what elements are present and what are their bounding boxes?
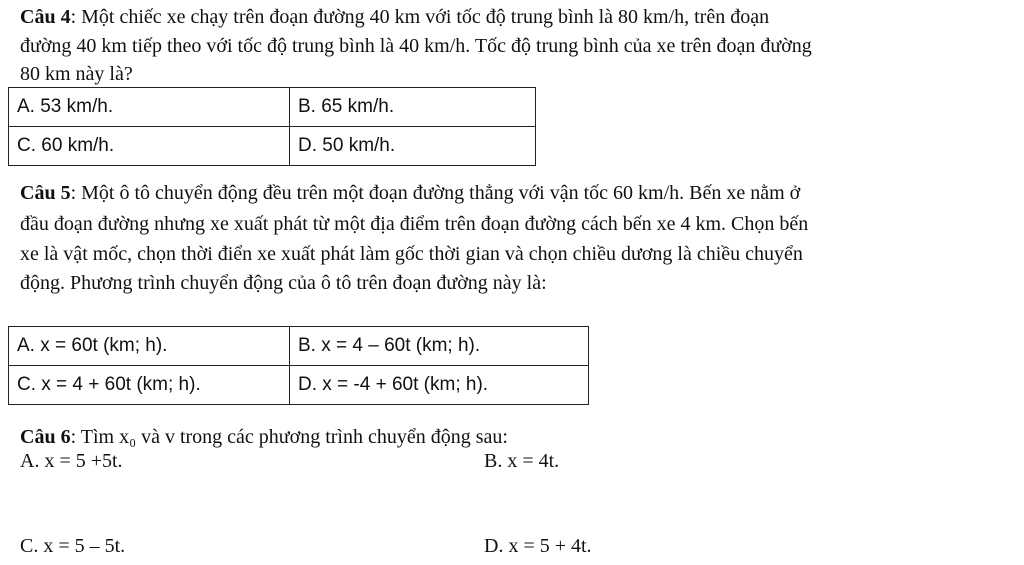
question-4-label: Câu 4	[20, 6, 71, 28]
question-6-text: : Tìm x₀ và v trong các phương trình chuyển động sau:	[70, 426, 508, 448]
question-4-text-2: đường 40 km tiếp theo với tốc độ trung bình là 40 km/h. Tốc độ trung bình của xe trên đoạn đường	[20, 35, 812, 57]
question-5-line-1	[20, 180, 800, 206]
question-6-option-b[interactable]: B. x = 4t.	[484, 450, 560, 472]
question-6-option-d[interactable]: D. x = 5 + 4t.	[484, 535, 592, 557]
question-4-line-1	[20, 4, 769, 30]
question-6-option-c[interactable]: C. x = 5 – 5t.	[20, 535, 126, 557]
question-4-option-c[interactable]: C. 60 km/h.	[9, 127, 290, 166]
question-5-option-c[interactable]: C. x = 4 + 60t (km; h).	[9, 366, 290, 405]
question-5-option-b[interactable]: B. x = 4 – 60t (km; h).	[290, 327, 589, 366]
question-4-options-table	[8, 87, 536, 166]
question-5-text-3: xe là vật mốc, chọn thời điển xe xuất phát làm gốc thời gian và chọn chiều dương là chiều chuyển	[20, 243, 803, 265]
question-4-option-a[interactable]: A. 53 km/h.	[9, 88, 290, 127]
question-5-option-d[interactable]: D. x = -4 + 60t (km; h).	[290, 366, 589, 405]
question-4-option-d[interactable]: D. 50 km/h.	[290, 127, 536, 166]
question-4-option-b[interactable]: B. 65 km/h.	[290, 88, 536, 127]
question-6-label: Câu 6	[20, 426, 71, 448]
question-4-text-1: : Một chiếc xe chạy trên đoạn đường 40 km với tốc độ trung bình là 80 km/h, trên đoạn	[70, 6, 770, 28]
question-5-label: Câu 5	[20, 182, 71, 204]
question-5-text-2: đầu đoạn đường nhưng xe xuất phát từ một địa điểm trên đoạn đường cách bến xe 4 km. Chọn bến	[20, 213, 809, 235]
question-5-options-table	[8, 326, 589, 405]
question-6-option-a[interactable]: A. x = 5 +5t.	[20, 450, 123, 472]
question-5-text-1: : Một ô tô chuyển động đều trên một đoạn đường thẳng với vận tốc 60 km/h. Bến xe nằm ở	[70, 182, 801, 204]
question-5-option-a[interactable]: A. x = 60t (km; h).	[9, 327, 290, 366]
question-4-text-3: 80 km này là?	[20, 63, 133, 85]
question-6-line	[20, 424, 508, 450]
question-5-text-4: động. Phương trình chuyển động của ô tô trên đoạn đường này là:	[20, 272, 547, 294]
